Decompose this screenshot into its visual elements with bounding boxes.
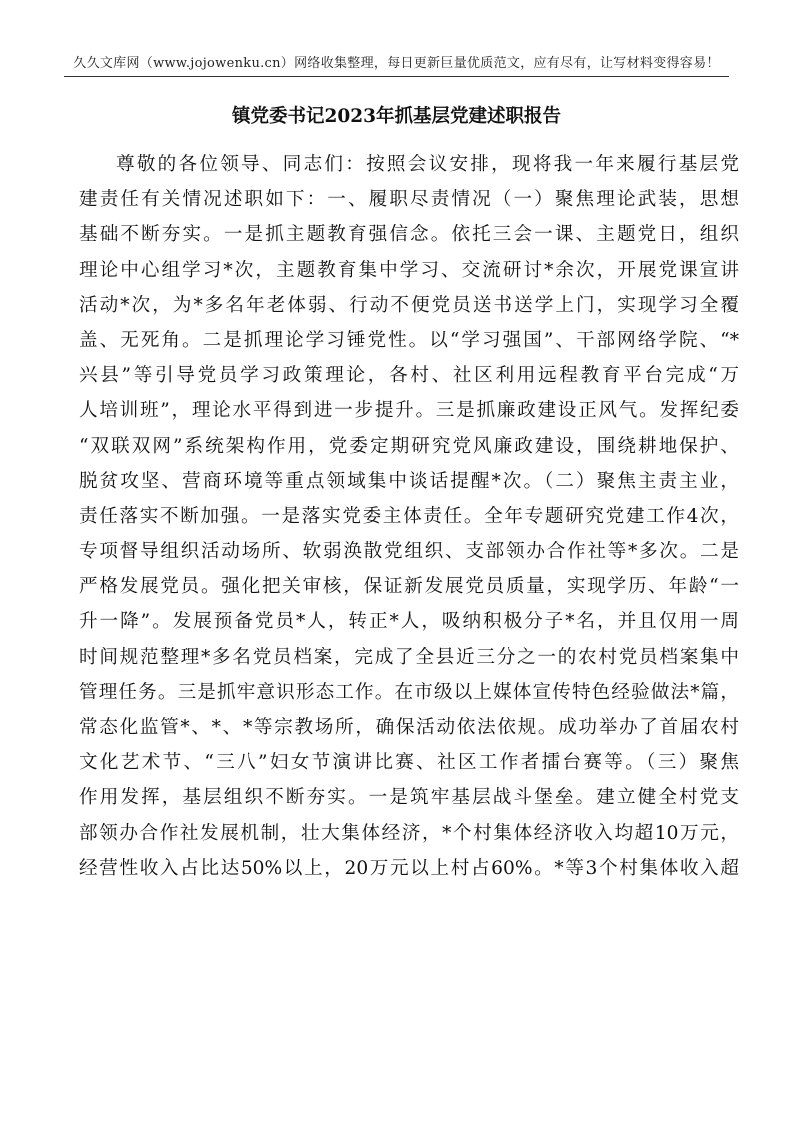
page-header: 久久文库网（www.jojowenku.cn）网络收集整理，每日更新巨量优质范文，应有尽有，让写材料变得容易！ xyxy=(73,56,720,71)
body-line: 基础不断夯实。一是抓主题教育强信念。依托三会一课、主题党日，组织 xyxy=(79,224,739,246)
body-line: 人培训班”，理论水平得到进一步提升。三是抓廉政建设正风气。发挥纪委 xyxy=(79,400,739,422)
body-line: 尊敬的各位领导、同志们：按照会议安排，现将我一年来履行基层党 xyxy=(116,154,739,175)
body-line: 兴县”等引导党员学习政策理论，各村、社区利用远程教育平台完成“万 xyxy=(79,365,739,387)
body-line: 作用发挥，基层组织不断夯实。一是筑牢基层战斗堡垒。建立健全村党支 xyxy=(79,787,739,809)
document-title: 镇党委书记2023年抓基层党建述职报告 xyxy=(232,106,561,127)
body-line: 管理任务。三是抓牢意识形态工作。在市级以上媒体宣传特色经验做法*篇， xyxy=(79,681,739,703)
body-line: 升一降”。发展预备党员*人，转正*人，吸纳积极分子*名，并且仅用一周 xyxy=(79,611,739,633)
body-line: 活动*次，为*多名年老体弱、行动不便党员送书送学上门，实现学习全覆 xyxy=(79,294,739,316)
body-line: 经营性收入占比达50%以上，20万元以上村占60%。*等3个村集体收入超 xyxy=(79,857,739,879)
body-line: 时间规范整理*多名党员档案，完成了全县近三分之一的农村党员档案集中 xyxy=(79,646,739,668)
body-line: 严格发展党员。强化把关审核，保证新发展党员质量，实现学历、年龄“一 xyxy=(79,576,739,598)
body-line: 专项督导组织活动场所、软弱涣散党组织、支部领办合作社等*多次。二是 xyxy=(79,541,739,563)
body-line: “双联双网”系统架构作用，党委定期研究党风廉政建设，围绕耕地保护、 xyxy=(79,435,739,457)
body-line: 责任落实不断加强。一是落实党委主体责任。全年专题研究党建工作4次， xyxy=(79,505,739,527)
body-line: 理论中心组学习*次，主题教育集中学习、交流研讨*余次，开展党课宣讲 xyxy=(79,259,739,281)
document-body xyxy=(79,147,739,886)
body-line: 文化艺术节、“三八”妇女节演讲比赛、社区工作者擂台赛等。（三）聚焦 xyxy=(79,752,739,774)
body-line: 盖、无死角。二是抓理论学习锤党性。以“学习强国”、干部网络学院、“* xyxy=(79,329,739,351)
body-line: 建责任有关情况述职如下：一、履职尽责情况（一）聚焦理论武装，思想 xyxy=(79,189,739,211)
body-line: 常态化监管*、*、*等宗教场所，确保活动依法依规。成功举办了首届农村 xyxy=(79,717,739,738)
body-line: 部领办合作社发展机制，壮大集体经济，*个村集体经济收入均超10万元， xyxy=(79,822,739,844)
header-divider xyxy=(64,76,729,77)
body-line: 脱贫攻坚、营商环境等重点领域集中谈话提醒*次。（二）聚焦主责主业， xyxy=(79,470,739,492)
